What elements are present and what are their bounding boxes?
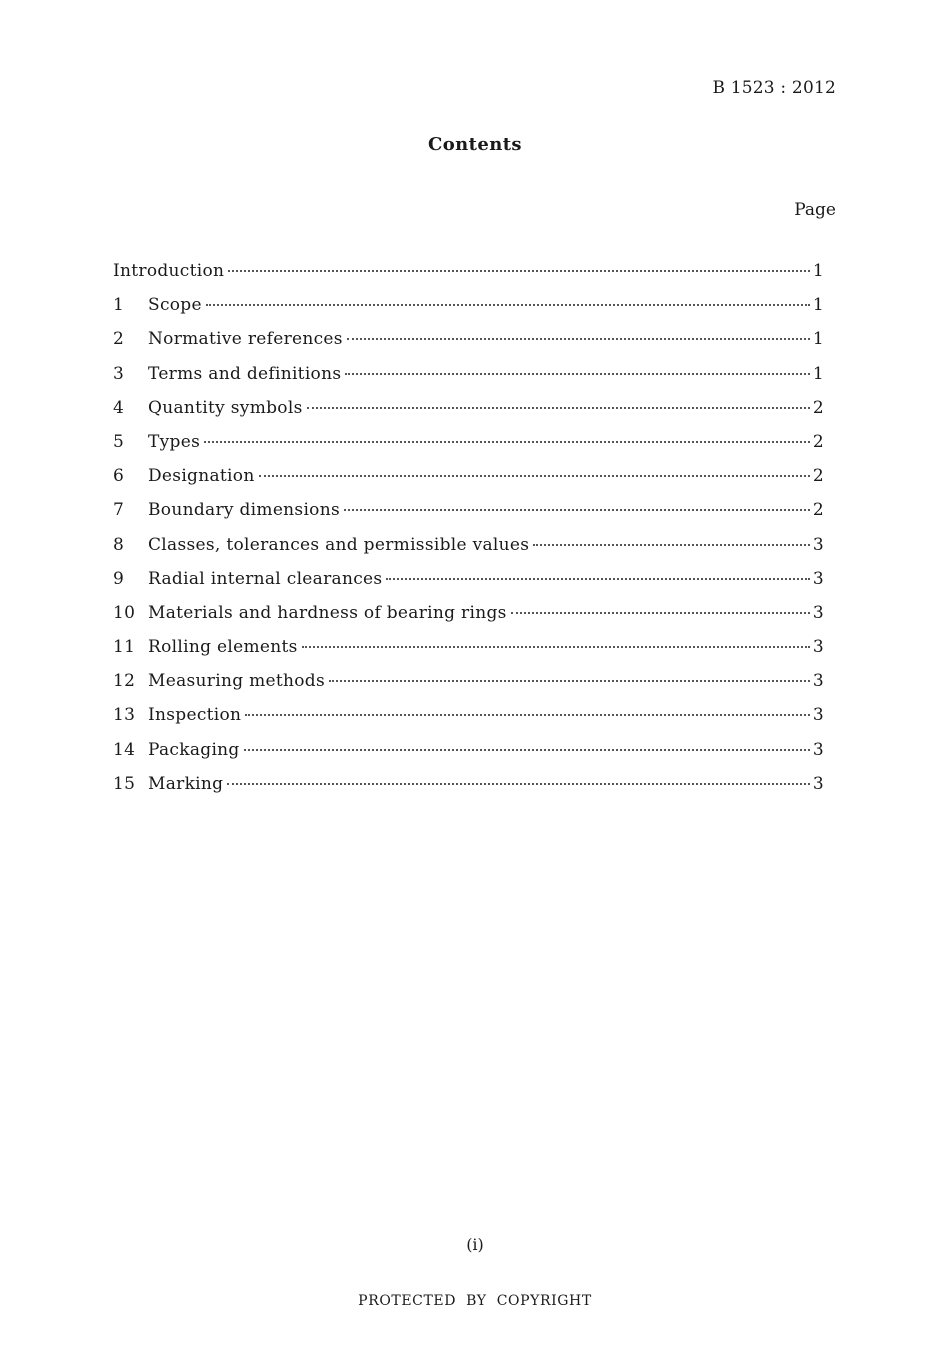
toc-entry-number: 7: [113, 500, 125, 521]
toc-entry-number: 4: [113, 397, 125, 418]
toc-entry-number: 15: [113, 773, 136, 794]
toc-entry-page: 2: [812, 397, 824, 418]
toc-entry-number: 9: [113, 568, 125, 589]
dot-leader: [329, 680, 810, 682]
toc-entry-title: Introduction: [113, 261, 225, 281]
page-title: Contents: [428, 134, 522, 155]
toc-entry[interactable]: [113, 603, 824, 637]
toc-entry[interactable]: [113, 466, 824, 500]
dot-leader: [227, 783, 810, 785]
toc-entry[interactable]: [113, 432, 824, 466]
toc-entry-title: Quantity symbols: [148, 397, 303, 418]
toc-entry-number: 13: [113, 705, 136, 726]
toc-entry-title: Boundary dimensions: [148, 500, 340, 521]
toc-entry-number: 2: [113, 329, 125, 350]
page-column-label: Page: [794, 200, 836, 220]
toc-entry-title: Types: [148, 431, 201, 452]
toc-entry-page: 2: [812, 466, 824, 487]
dot-leader: [511, 612, 810, 614]
toc-entry-page: 3: [812, 739, 824, 760]
toc-entry-number: 11: [113, 637, 136, 658]
toc-entry-title: Radial internal clearances: [148, 568, 383, 589]
toc-entry-page: 3: [812, 568, 824, 589]
toc-entry[interactable]: [113, 671, 824, 705]
toc-entry-page: 3: [812, 534, 824, 555]
toc-entry-number: 8: [113, 534, 125, 555]
toc-entry-number: 10: [113, 602, 136, 623]
toc-entry-number: 14: [113, 739, 136, 760]
toc-entry-number: 3: [113, 363, 125, 384]
toc-entry-title: Scope: [148, 295, 202, 316]
dot-leader: [345, 373, 810, 375]
toc-entry-page: 3: [812, 637, 824, 658]
dot-leader: [302, 646, 810, 648]
dot-leader: [533, 544, 810, 546]
dot-leader: [245, 714, 810, 716]
toc-entry-title: Materials and hardness of bearing rings: [148, 602, 507, 623]
toc-entry[interactable]: [113, 500, 824, 534]
footer-page-number: (i): [466, 1235, 484, 1254]
copyright-notice: PROTECTED BY COPYRIGHT: [358, 1293, 592, 1309]
dot-leader: [344, 509, 810, 511]
dot-leader: [244, 749, 810, 751]
toc-entry-title: Inspection: [148, 705, 242, 726]
toc-entry-page: 3: [812, 773, 824, 794]
dot-leader: [204, 441, 810, 443]
toc-entry-number: 6: [113, 466, 125, 487]
toc-entry-number: 1: [113, 295, 125, 316]
toc-entry-title: Marking: [148, 773, 224, 794]
toc-entry-page: 1: [812, 363, 824, 384]
toc-entry-title: Classes, tolerances and permissible values: [148, 534, 530, 555]
toc-entry-title: Normative references: [148, 329, 343, 350]
dot-leader: [206, 304, 810, 306]
toc-entry-page: 1: [812, 295, 824, 316]
dot-leader: [259, 475, 810, 477]
dot-leader: [307, 407, 810, 409]
toc-entry-page: 3: [812, 705, 824, 726]
dot-leader: [347, 338, 810, 340]
toc-entry-page: 2: [812, 431, 824, 452]
toc-entry[interactable]: [113, 637, 824, 671]
toc-entry[interactable]: [113, 774, 824, 808]
toc-entry-title: Rolling elements: [148, 637, 298, 658]
dot-leader: [386, 578, 810, 580]
toc-entry[interactable]: [113, 740, 824, 774]
toc-entry[interactable]: [113, 535, 824, 569]
toc-entry[interactable]: [113, 705, 824, 739]
toc-entry-page: 2: [812, 500, 824, 521]
toc-entry[interactable]: [113, 295, 824, 329]
toc-entry-page: 1: [812, 329, 824, 350]
toc-entry[interactable]: [113, 364, 824, 398]
toc-entry-title: Designation: [148, 466, 255, 487]
toc-entry-page: 3: [812, 602, 824, 623]
table-of-contents: [113, 261, 824, 808]
toc-entry[interactable]: [113, 398, 824, 432]
dot-leader: [228, 270, 810, 272]
toc-entry-page: 3: [812, 671, 824, 692]
toc-entry[interactable]: [113, 329, 824, 363]
toc-entry-number: 5: [113, 431, 125, 452]
toc-entry[interactable]: [113, 569, 824, 603]
toc-entry-number: 12: [113, 671, 136, 692]
toc-entry-title: Packaging: [148, 739, 240, 760]
toc-entry-title: Terms and definitions: [148, 363, 342, 384]
toc-entry[interactable]: [113, 261, 824, 295]
document-code: B 1523 : 2012: [712, 78, 836, 98]
toc-entry-page: 1: [812, 261, 824, 281]
toc-entry-title: Measuring methods: [148, 671, 325, 692]
